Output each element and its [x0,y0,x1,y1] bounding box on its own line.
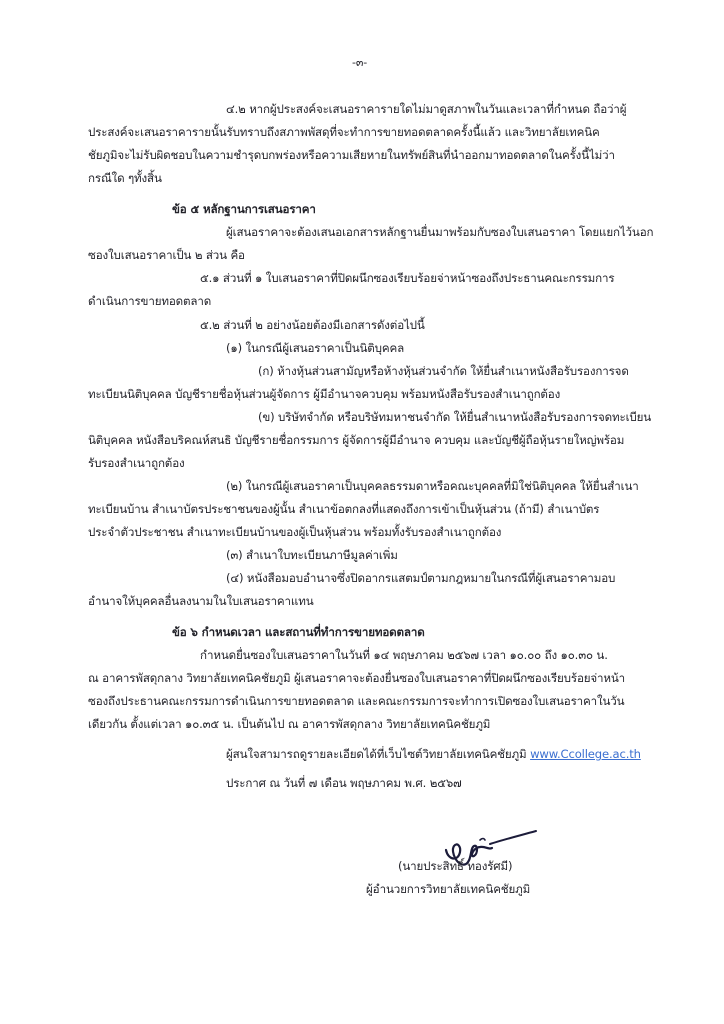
section-5-line: ผู้เสนอราคาจะต้องเสนอเอกสารหลักฐานยื่นมาพร้อมกับซองใบเสนอราคา โดยแยกไว้นอก [226,225,654,239]
website-line [226,746,641,762]
section-5-heading: ข้อ ๕ หลักฐานการเสนอราคา [172,202,316,216]
section-5-line: ซองใบเสนอราคาเป็น ๒ ส่วน คือ [88,248,245,262]
section-6-line: ณ อาคารพัสดุกลาง วิทยาลัยเทคนิคชัยภูมิ ผู้เสนอราคาจะต้องยื่นซองใบเสนอราคาที่ปิดผนึกซองเรียบร้อยจ่าหน้า [88,671,626,685]
announce-date: ประกาศ ณ วันที่ ๗ เดือน พฤษภาคม พ.ศ. ๒๕๖๗ [226,776,462,790]
signer-title: ผู้อำนวยการวิทยาลัยเทคนิคชัยภูมิ [366,882,531,896]
section-5-line: (๒) ในกรณีผู้เสนอราคาเป็นบุคคลธรรมดาหรือคณะบุคคลที่มิใช่นิติบุคคล ให้ยื่นสำเนา [226,479,639,493]
section-5-line: อำนาจให้บุคคลอื่นลงนามในใบเสนอราคาแทน [88,594,314,608]
section-5-line: ดำเนินการขายทอดตลาด [88,294,212,308]
section-5-line: (๔) หนังสือมอบอำนาจซึ่งปิดอากรแสตมป์ตามกฎหมายในกรณีที่ผู้เสนอราคามอบ [226,571,616,585]
clause-4-2-line: กรณีใด ๆทั้งสิ้น [88,171,162,185]
clause-4-2-line: ๔.๒ หากผู้ประสงค์จะเสนอราคารายใดไม่มาดูสภาพในวันและเวลาที่กำหนด ถือว่าผู้ [226,102,627,116]
clause-4-2-line: ประสงค์จะเสนอราคารายนั้นรับทราบถึงสภาพพัสดุที่จะทำการขายทอดตลาดครั้งนี้แล้ว และวิทยาลัยเทคนิค [88,125,600,139]
website-text: ผู้สนใจสามารถดูรายละเอียดได้ที่เว็บไซต์วิทยาลัยเทคนิคชัยภูมิ [226,747,527,761]
section-6-heading: ข้อ ๖ กำหนดเวลา และสถานที่ทำการขายทอดตลาด [172,625,425,639]
section-5-line: (๑) ในกรณีผู้เสนอราคาเป็นนิติบุคคล [226,341,405,355]
section-6-line: เดียวกัน ตั้งแต่เวลา ๑๐.๓๕ น. เป็นต้นไป ณ อาคารพัสดุกลาง วิทยาลัยเทคนิคชัยภูมิ [88,717,491,731]
section-6-line: กำหนดยื่นซองใบเสนอราคาในวันที่ ๑๔ พฤษภาคม ๒๕๖๗ เวลา ๑๐.๐๐ ถึง ๑๐.๓๐ น. [200,648,608,662]
page-number: -๓- [352,56,368,69]
section-5-line: ๕.๒ ส่วนที่ ๒ อย่างน้อยต้องมีเอกสารดังต่อไปนี้ [200,318,425,332]
section-5-line: รับรองสำเนาถูกต้อง [88,456,185,470]
clause-4-2-line: ชัยภูมิจะไม่รับผิดชอบในความชำรุดบกพร่องหรือความเสียหายในทรัพย์สินที่นำออกมาทอดตลาดในครั้งนี้ไม่ว่า [88,148,615,162]
section-5-line: (ก) ห้างหุ้นส่วนสามัญหรือห้างหุ้นส่วนจำกัด ให้ยื่นสำเนาหนังสือรับรองการจด [258,364,629,378]
section-5-line: ประจำตัวประชาชน สำเนาทะเบียนบ้านของผู้เป็นหุ้นส่วน พร้อมทั้งรับรองสำเนาถูกต้อง [88,525,502,539]
website-link[interactable]: www.Ccollege.ac.th [530,747,641,761]
section-6-line: ซองถึงประธานคณะกรรมการดำเนินการขายทอดตลาด และคณะกรรมการจะทำการเปิดซองใบเสนอราคาในวัน [88,694,625,708]
section-5-line: (ข) บริษัทจำกัด หรือบริษัทมหาชนจำกัด ให้ยื่นสำเนาหนังสือรับรองการจดทะเบียน [258,410,652,424]
section-5-line: นิติบุคคล หนังสือบริคณห์สนธิ บัญชีรายชื่อกรรมการ ผู้จัดการผู้มีอำนาจ ควบคุม และบัญชีผู้ถือหุ้นรายใหญ่พร้อม [88,433,625,447]
signer-name: (นายประสิทธิ์ ทองรัศมี) [398,859,513,873]
section-5-line: (๓) สำเนาใบทะเบียนภาษีมูลค่าเพิ่ม [226,548,398,562]
section-5-line: ทะเบียนนิติบุคคล บัญชีรายชื่อหุ้นส่วนผู้จัดการ ผู้มีอำนาจควบคุม พร้อมหนังสือรับรองสำเนาถูกต้อง [88,387,561,401]
section-5-line: ทะเบียนบ้าน สำเนาบัตรประชาชนของผู้นั้น สำเนาข้อตกลงที่แสดงถึงการเข้าเป็นหุ้นส่วน (ถ้ามี) สำเนาบัตร [88,502,600,516]
section-5-line: ๕.๑ ส่วนที่ ๑ ใบเสนอราคาที่ปิดผนึกซองเรียบร้อยจ่าหน้าซองถึงประธานคณะกรรมการ [200,271,615,285]
